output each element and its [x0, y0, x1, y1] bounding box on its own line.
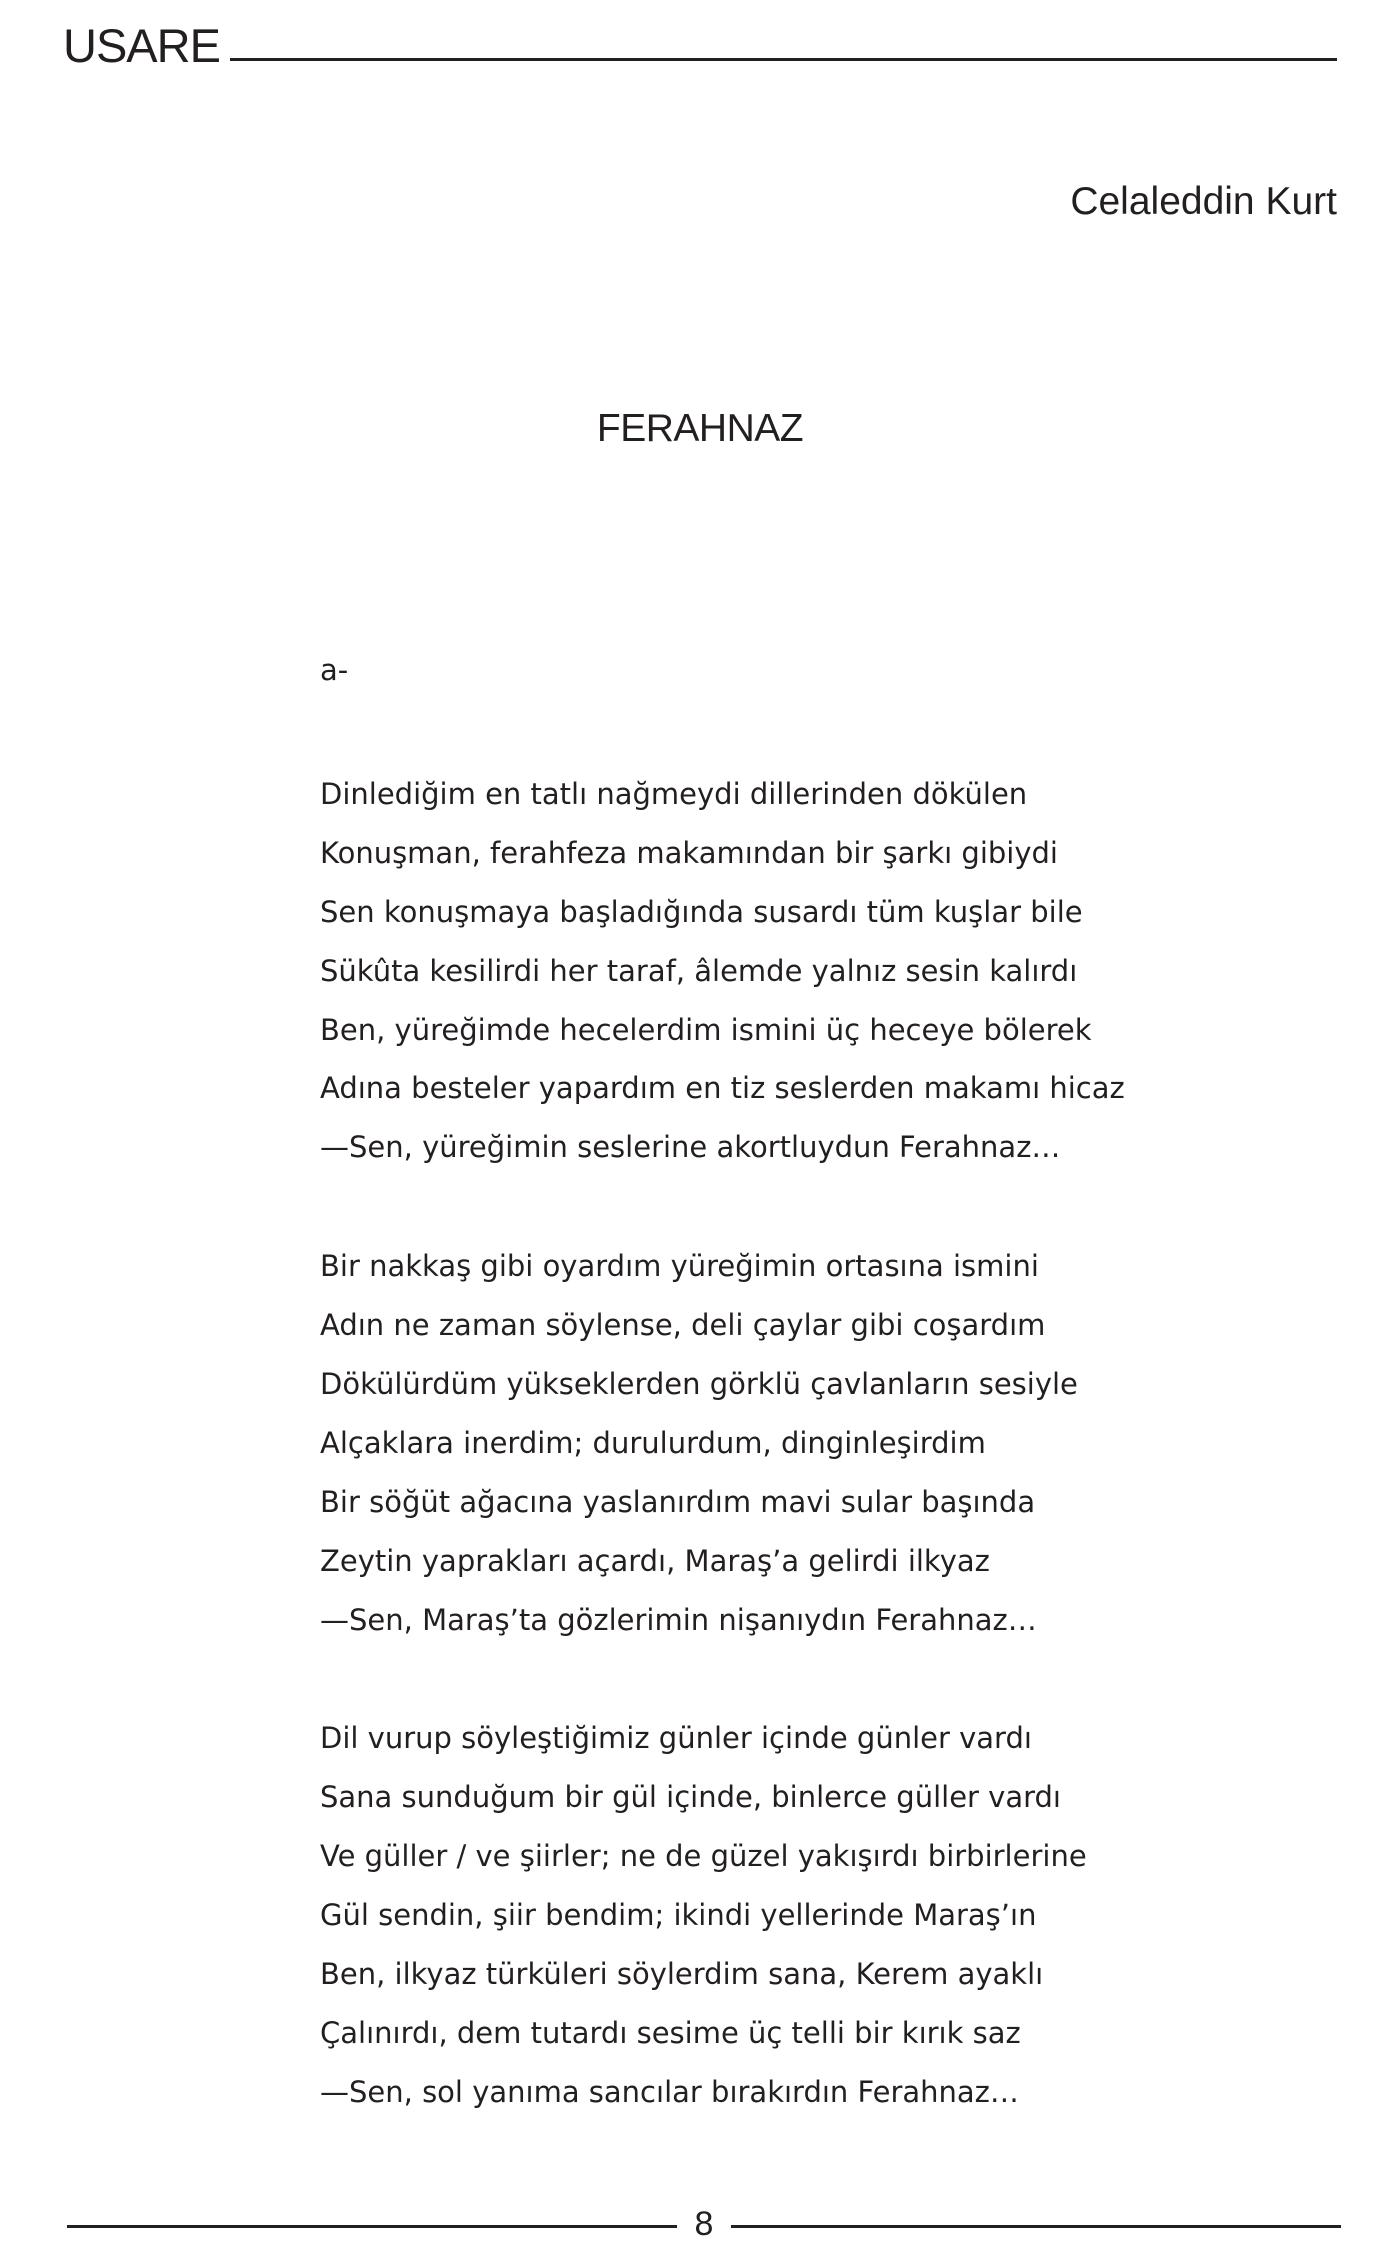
running-header-title: USARE [63, 19, 220, 72]
poem-line: —Sen, Maraş’ta gözlerimin nişanıydın Ferahnaz… [320, 1602, 1037, 1637]
section-mark: a- [320, 653, 349, 687]
author-name: Celaleddin Kurt [1070, 180, 1337, 223]
page-number: 8 [694, 2205, 714, 2243]
poem-line: Çalınırdı, dem tutardı sesime üç telli bir kırık saz [320, 2015, 1021, 2050]
poem-line: Ben, yüreğimde hecelerdim ismini üç heceye bölerek [320, 1012, 1092, 1047]
poem-line: Alçaklara inerdim; durulurdum, dinginleşirdim [320, 1425, 986, 1460]
stanza-3 [320, 1709, 1320, 2121]
poem-line: Sana sunduğum bir gül içinde, binlerce güller vardı [320, 1780, 1061, 1815]
poem-line: Ben, ilkyaz türküleri söylerdim sana, Kerem ayaklı [320, 1957, 1044, 1992]
poem-line: Adın ne zaman söylense, deli çaylar gibi coşardım [320, 1308, 1046, 1343]
footer-rule-right [731, 2225, 1341, 2228]
poem-line: Dökülürdüm yükseklerden görklü çavlanların sesiyle [320, 1367, 1078, 1402]
header-rule [230, 58, 1337, 61]
poem-line: Dinlediğim en tatlı nağmeydi dillerinden dökülen [320, 777, 1028, 811]
poem-title: FERAHNAZ [596, 407, 804, 450]
stanza-2 [320, 1237, 1320, 1649]
poem-line: Adına besteler yapardım en tiz seslerden makamı hicaz [320, 1071, 1125, 1106]
poem-line: Sen konuşmaya başladığında susardı tüm kuşlar bile [320, 894, 1083, 929]
poem-line: Bir nakkaş gibi oyardım yüreğimin ortasına ismini [320, 1249, 1039, 1284]
poem-line: Dil vurup söyleştiğimiz günler içinde günler vardı [320, 1721, 1032, 1756]
stanza-1 [320, 765, 1320, 1177]
poem-line: Sükûta kesilirdi her taraf, âlemde yalnız sesin kalırdı [320, 953, 1078, 988]
poem-line: Zeytin yaprakları açardı, Maraş’a gelirdi ilkyaz [320, 1543, 990, 1578]
poem-line: Bir söğüt ağacına yaslanırdım mavi sular başında [320, 1484, 1036, 1519]
footer-rule-left [67, 2225, 677, 2228]
poem-line: —Sen, sol yanıma sancılar bırakırdın Ferahnaz… [320, 2074, 1019, 2109]
poem-line: Gül sendin, şiir bendim; ikindi yellerinde Maraş’ın [320, 1898, 1037, 1933]
poem-line: Ve güller / ve şiirler; ne de güzel yakışırdı birbirlerine [320, 1839, 1087, 1874]
poem-body [320, 647, 1320, 2182]
poem-line: —Sen, yüreğimin seslerine akortluydun Ferahnaz… [320, 1130, 1061, 1165]
poem-line: Konuşman, ferahfeza makamından bir şarkı gibiydi [320, 835, 1058, 870]
